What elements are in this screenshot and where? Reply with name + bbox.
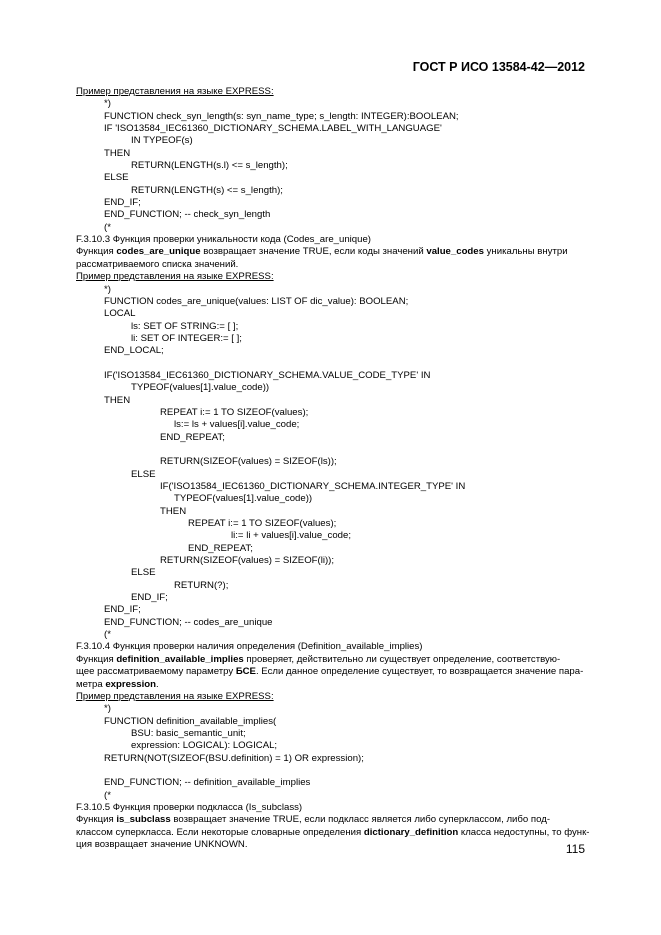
- code-line: ls: SET OF STRING:= [ ];: [131, 320, 239, 332]
- paragraph-line: Функция codes_are_unique возвращает значение TRUE, если коды значений value_codes уникальны внутри: [76, 246, 568, 258]
- code-line: FUNCTION check_syn_length(s: syn_name_type; s_length: INTEGER):BOOLEAN;: [104, 110, 459, 122]
- blank-line: [76, 444, 586, 456]
- code-line: END_LOCAL;: [104, 345, 164, 357]
- code-line: END_FUNCTION; -- codes_are_unique: [104, 616, 273, 628]
- section-heading: F.3.10.5 Функция проверки подкласса (Is_subclass): [76, 801, 303, 813]
- example-label: Пример представления на языке EXPRESS:: [76, 86, 274, 97]
- document-body: [76, 86, 590, 851]
- code-line: IN TYPEOF(s): [131, 135, 193, 147]
- code-line: IF('ISO13584_IEC61360_DICTIONARY_SCHEMA.VALUE_CODE_TYPE' IN: [104, 369, 431, 381]
- code-line: ELSE: [131, 468, 156, 480]
- code-line: IF 'ISO13584_IEC61360_DICTIONARY_SCHEMA.LABEL_WITH_LANGUAGE': [104, 123, 442, 135]
- code-line: END_FUNCTION; -- definition_available_implies: [104, 777, 311, 789]
- code-line: RETURN(SIZEOF(values) = SIZEOF(li));: [160, 555, 335, 567]
- paragraph-line: рассматриваемого списка значений.: [76, 258, 239, 270]
- blank-line: [76, 765, 586, 777]
- code-line: ELSE: [104, 172, 129, 184]
- code-line: FUNCTION definition_available_implies(: [104, 715, 277, 727]
- code-line: LOCAL: [104, 308, 136, 320]
- paragraph-line: Функция definition_available_implies проверяет, действительно ли существует определение, соответствую-: [76, 653, 561, 665]
- code-line: REPEAT i:= 1 TO SIZEOF(values);: [188, 518, 337, 530]
- code-line: END_FUNCTION; -- check_syn_length: [104, 209, 271, 221]
- code-line: TYPEOF(values[1].value_code)): [174, 493, 313, 505]
- code-line: *): [104, 98, 111, 110]
- code-line: IF('ISO13584_IEC61360_DICTIONARY_SCHEMA.INTEGER_TYPE' IN: [160, 481, 466, 492]
- code-line: END_IF;: [104, 197, 141, 209]
- example-label: Пример представления на языке EXPRESS:: [76, 271, 274, 283]
- document-header: ГОСТ Р ИСО 13584-42—2012: [412, 60, 585, 74]
- code-line: REPEAT i:= 1 TO SIZEOF(values);: [160, 406, 309, 418]
- code-line: ELSE: [131, 567, 156, 579]
- code-line: END_IF;: [104, 604, 141, 616]
- code-line: (*: [104, 629, 111, 641]
- code-line: (*: [104, 789, 111, 801]
- paragraph-line: щее рассматриваемому параметру БСЕ. Если данное определение существует, то возвращается значение пара-: [76, 666, 584, 678]
- code-line: RETURN(SIZEOF(values) = SIZEOF(ls));: [160, 456, 337, 468]
- section-heading: F.3.10.3 Функция проверки уникальности кода (Codes_are_unique): [76, 234, 371, 246]
- code-line: FUNCTION codes_are_unique(values: LIST OF dic_value): BOOLEAN;: [104, 295, 409, 307]
- code-line: li:= li + values[i].value_code;: [231, 530, 351, 542]
- code-line: RETURN(NOT(SIZEOF(BSU.definition) = 1) OR expression);: [104, 752, 364, 764]
- blank-line: [76, 358, 586, 370]
- code-line: BSU: basic_semantic_unit;: [131, 727, 246, 739]
- paragraph-line: классом суперкласса. Если некоторые словарные определения dictionary_definition класса недоступны, то функ-: [76, 826, 590, 838]
- paragraph-line: метра expression.: [76, 678, 159, 690]
- section-heading: F.3.10.4 Функция проверки наличия определения (Definition_available_implies): [76, 641, 423, 653]
- code-line: expression: LOGICAL): LOGICAL;: [131, 740, 278, 752]
- code-line: RETURN(LENGTH(s.l) <= s_length);: [131, 160, 288, 172]
- code-line: ls:= ls + values[i].value_code;: [174, 419, 300, 431]
- code-line: RETURN(LENGTH(s) <= s_length);: [131, 184, 283, 196]
- code-line: TYPEOF(values[1].value_code)): [131, 382, 270, 394]
- code-line: END_IF;: [131, 592, 168, 604]
- code-line: li: SET OF INTEGER:= [ ];: [131, 332, 242, 344]
- paragraph-line: Функция is_subclass возвращает значение TRUE, если подкласс является либо суперклассом, либо под-: [76, 814, 551, 826]
- page-number: 115: [565, 842, 585, 856]
- code-line: RETURN(?);: [174, 579, 229, 591]
- code-line: END_REPEAT;: [188, 542, 253, 554]
- code-line: THEN: [104, 394, 131, 406]
- code-line: THEN: [160, 505, 187, 517]
- code-line: (*: [104, 221, 111, 233]
- code-line: *): [104, 283, 111, 295]
- code-line: THEN: [104, 147, 131, 159]
- example-label: Пример представления на языке EXPRESS:: [76, 690, 274, 702]
- paragraph-line: ция возвращает значение UNKNOWN.: [76, 838, 248, 850]
- code-line: END_REPEAT;: [160, 431, 225, 443]
- code-line: *): [104, 703, 111, 715]
